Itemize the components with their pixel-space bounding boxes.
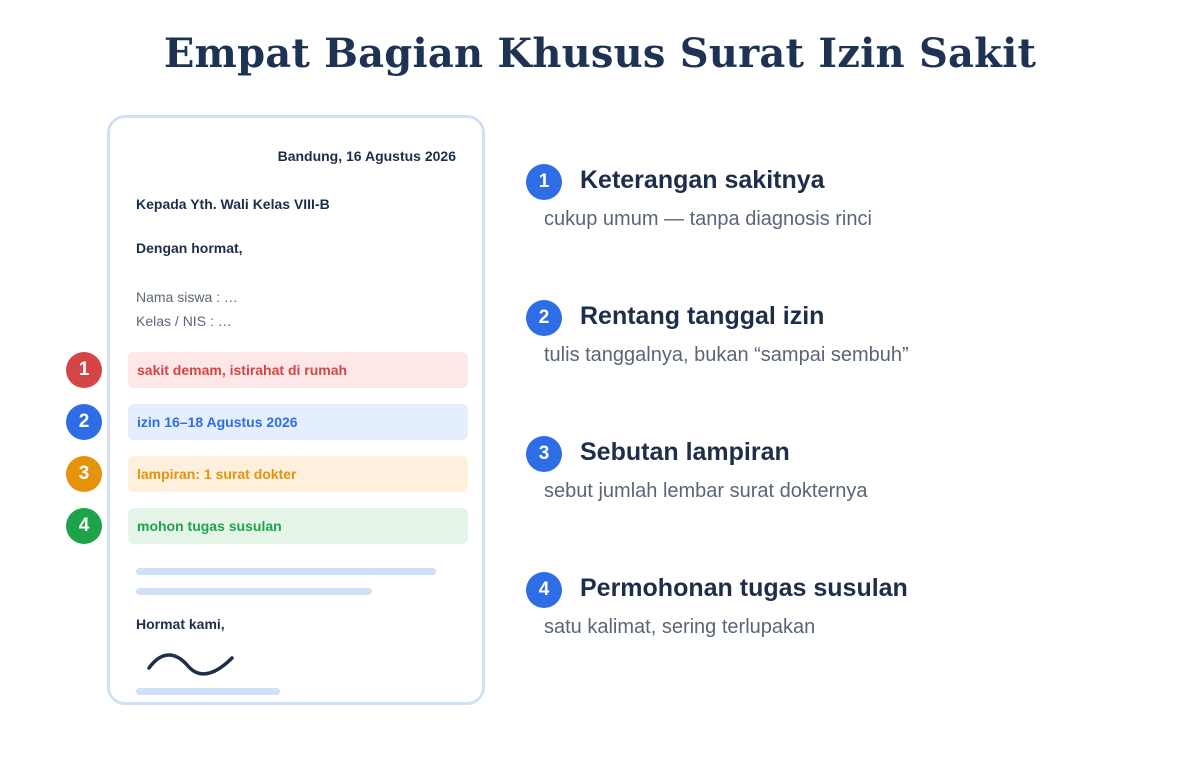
section-number-badge: 2 [526,300,562,336]
letter-field-class: Kelas / NIS : … [136,313,232,329]
letter-date: Bandung, 16 Agustus 2026 [277,148,456,164]
marker-2: 2 [66,404,102,440]
section-title: Permohonan tugas susulan [580,574,908,602]
marker-3: 3 [66,456,102,492]
letter-field-name: Nama siswa : … [136,289,238,305]
letter-closing: Hormat kami, [136,616,225,632]
section-title: Rentang tanggal izin [580,302,825,330]
section-description: satu kalimat, sering terlupakan [544,616,816,638]
marker-4: 4 [66,508,102,544]
section-title: Sebutan lampiran [580,438,790,466]
letter-highlight-illness: sakit demam, istirahat di rumah [128,352,468,388]
section-title: Keterangan sakitnya [580,166,825,194]
placeholder-line [136,588,372,595]
letter-highlight-attachment: lampiran: 1 surat dokter [128,456,468,492]
placeholder-line [136,568,436,575]
letter-sample [107,115,485,705]
placeholder-line [136,688,280,695]
section-description: cukup umum — tanpa diagnosis rinci [544,208,872,230]
letter-highlight-makeup-task: mohon tugas susulan [128,508,468,544]
section-description: sebut jumlah lembar surat dokternya [544,480,868,502]
section-number-badge: 1 [526,164,562,200]
signature-icon [146,648,236,682]
letter-recipient: Kepada Yth. Wali Kelas VIII-B [136,196,330,212]
section-number-badge: 3 [526,436,562,472]
section-number-badge: 4 [526,572,562,608]
letter-greeting: Dengan hormat, [136,240,243,256]
letter-highlight-dates: izin 16–18 Agustus 2026 [128,404,468,440]
marker-1: 1 [66,352,102,388]
page-title: Empat Bagian Khusus Surat Izin Sakit [163,30,1037,77]
section-description: tulis tanggalnya, bukan “sampai sembuh” [544,344,909,366]
